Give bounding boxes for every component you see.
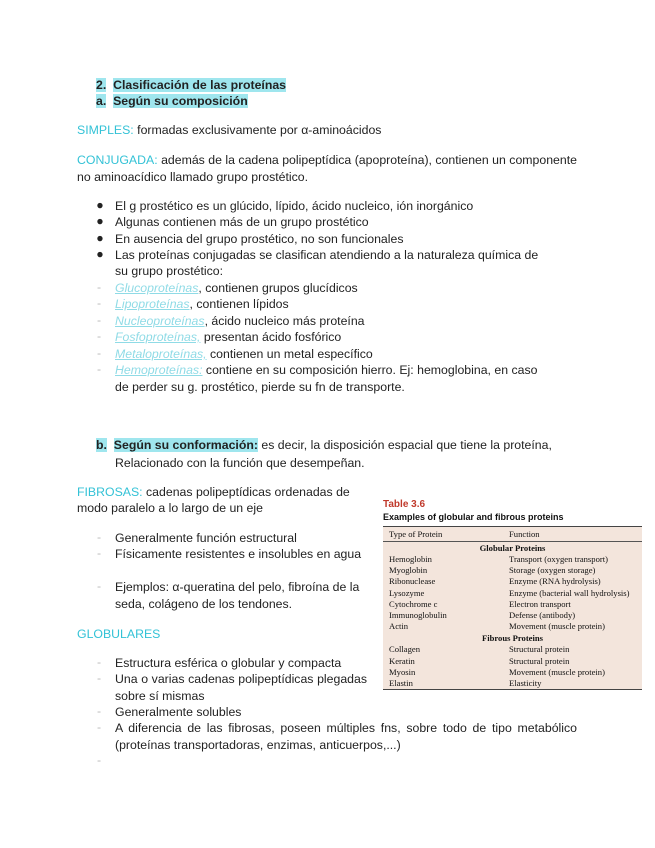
table-cell-function: Defense (antibody) <box>509 609 576 620</box>
table-section-fibrous: Fibrous Proteins <box>481 633 544 644</box>
globulares-item: Estructura esférica o globular y compacta <box>115 656 342 670</box>
fibrosas-cont: modo paralelo a lo largo de un eje <box>77 501 263 515</box>
table-row <box>383 644 642 655</box>
dash-icon: - <box>97 546 102 560</box>
subtype-item <box>115 346 373 362</box>
protein-table-figure <box>383 499 642 690</box>
simples-label: SIMPLES: <box>77 123 134 137</box>
table-cell-type: Actin <box>389 621 409 632</box>
subtype-item <box>115 280 358 296</box>
bullet-icon: ● <box>96 198 104 212</box>
fibrosas-text: cadenas polipeptídicas ordenadas de <box>146 485 350 499</box>
table-row <box>383 576 642 587</box>
table-cell-function: Electron transport <box>509 598 571 609</box>
table-cell-type: Cytochrome c <box>389 598 438 609</box>
bullet-item: Las proteínas conjugadas se clasifican atendiendo a la naturaleza química de <box>115 248 539 262</box>
table-cell-function: Enzyme (bacterial wall hydrolysis) <box>509 587 630 598</box>
table-cell-function: Elasticity <box>509 677 542 688</box>
table-cell-type: Immunoglobulin <box>389 609 447 620</box>
subtype-item <box>115 296 289 312</box>
table-cell-type: Elastin <box>389 677 413 688</box>
table-cell-type: Hemoglobin <box>389 554 432 564</box>
dash-icon: - <box>97 296 102 310</box>
dash-icon: - <box>97 704 102 718</box>
table-row <box>383 565 642 576</box>
table-cell-function: Transport (oxygen transport) <box>509 554 608 564</box>
simples-text: formadas exclusivamente por α-aminoácidos <box>137 123 382 137</box>
table-row <box>383 621 642 632</box>
table-row <box>383 678 642 689</box>
fibrosas-label: FIBROSAS: <box>77 485 143 499</box>
dash-icon: - <box>97 313 102 327</box>
simples-paragraph <box>77 122 381 138</box>
dash-icon: - <box>97 346 102 360</box>
conjugada-label: CONJUGADA: <box>77 153 158 167</box>
table-cell-function: Structural protein <box>509 644 570 655</box>
subtype-term[interactable]: Glucoproteínas <box>115 281 199 295</box>
protein-table <box>383 526 642 690</box>
dash-icon: - <box>97 579 102 593</box>
fibrosas-item: Ejemplos: α-queratina del pelo, fibroína de la seda, colágeno de los tendones. <box>115 580 360 611</box>
table-header-type: Type of Protein <box>389 529 443 539</box>
globulares-item: Una o varias cadenas polipeptídicas plegadas sobre sí mismas <box>115 672 367 703</box>
subtype-item <box>115 362 537 378</box>
globulares-label: GLOBULARES <box>77 627 161 641</box>
table-cell-function: Movement (muscle protein) <box>509 621 605 632</box>
dash-icon: - <box>97 530 102 544</box>
table-section-globular: Globular Proteins <box>479 543 546 553</box>
table-row <box>383 588 642 599</box>
table-cell-type: Ribonuclease <box>389 576 436 587</box>
heading-1 <box>96 77 286 93</box>
table-cell-type: Keratin <box>389 655 415 666</box>
fibrosas-item: Generalmente función estructural <box>115 531 297 545</box>
table-cell-type: Myosin <box>389 666 416 677</box>
heading-1-number: 2. <box>96 78 107 92</box>
subtype-text: contiene en su composición hierro. Ej: hemoglobina, en caso <box>202 363 538 377</box>
table-cell-type: Myoglobin <box>389 565 428 576</box>
dash-icon: - <box>97 671 102 685</box>
dash-icon: - <box>97 280 102 294</box>
bullet-icon: ● <box>96 247 104 261</box>
fibrosas-paragraph <box>77 484 350 500</box>
subtype-term[interactable]: Lipoproteínas <box>115 297 190 311</box>
conjugada-paragraph <box>77 152 577 186</box>
table-header-row <box>383 527 642 542</box>
subtype-text: , contienen lípidos <box>189 297 289 311</box>
heading-2-number: a. <box>96 94 107 108</box>
subtype-text: contienen un metal específico <box>206 347 373 361</box>
globulares-item: A diferencia de las fibrosas, poseen múltiples fns, sobre todo de tipo metabólico (proteínas transportadoras, enzimas, anticuerpos,...) <box>115 721 577 752</box>
table-subtitle: Examples of globular and fibrous proteins <box>383 512 564 522</box>
table-cell-function: Storage (oxygen storage) <box>509 565 596 576</box>
table-row <box>383 667 642 678</box>
subtype-item <box>115 313 365 329</box>
dash-icon: - <box>97 655 102 669</box>
dash-icon: - <box>97 329 102 343</box>
section-b-cont: Relacionado con la función que desempeñan. <box>115 456 365 470</box>
table-cell-function: Movement (muscle protein) <box>509 666 605 677</box>
globulares-item: Generalmente solubles <box>115 705 242 719</box>
subtype-term[interactable]: Fosfoproteínas, <box>115 330 201 344</box>
section-b-number: b. <box>96 438 107 452</box>
section-b-heading <box>96 437 552 453</box>
subtype-text: presentan ácido fosfórico <box>200 330 342 344</box>
bullet-icon: ● <box>96 231 104 245</box>
section-b-text: es decir, la disposición espacial que tiene la proteína, <box>257 438 552 452</box>
heading-2 <box>96 93 248 109</box>
subtype-text: , ácido nucleico más proteína <box>204 314 365 328</box>
bullet-item: Algunas contienen más de un grupo prostético <box>115 215 369 229</box>
subtype-text: , contienen grupos glucídicos <box>198 281 358 295</box>
bullet-item: En ausencia del grupo prostético, no son funcionales <box>115 232 404 246</box>
section-b-title: Según su conformación: <box>113 438 258 452</box>
table-row <box>383 656 642 667</box>
heading-2-title: Según su composición <box>113 94 248 108</box>
table-cell-type: Lysozyme <box>389 587 425 598</box>
table-title: Table 3.6 <box>383 499 426 510</box>
subtype-item-cont: de perder su g. prostético, pierde su fn de transporte. <box>115 380 405 394</box>
dash-icon: - <box>97 720 102 734</box>
dash-icon: - <box>97 753 102 767</box>
table-row <box>383 554 642 565</box>
table-row <box>383 599 642 610</box>
table-cell-function: Structural protein <box>509 655 570 666</box>
conjugada-text: además de la cadena polipeptídica (apoproteína), contienen un componente no aminoacídico llamado grupo prostético. <box>77 153 577 184</box>
subtype-item <box>115 329 341 345</box>
dash-icon: - <box>97 362 102 376</box>
bullet-item-cont: su grupo prostético: <box>115 264 224 278</box>
bullet-icon: ● <box>96 214 104 228</box>
subtype-term[interactable]: Hemoproteínas: <box>115 363 203 377</box>
heading-1-title: Clasificación de las proteínas <box>113 78 287 92</box>
table-cell-function: Enzyme (RNA hydrolysis) <box>509 576 601 587</box>
table-header-function: Function <box>509 529 540 539</box>
fibrosas-item: Físicamente resistentes e insolubles en agua <box>115 547 362 561</box>
table-cell-type: Collagen <box>389 644 421 655</box>
table-row <box>383 610 642 621</box>
subtype-term[interactable]: Nucleoproteínas <box>115 314 205 328</box>
bullet-item: El g prostético es un glúcido, lípido, ácido nucleico, ión inorgánico <box>115 199 474 213</box>
subtype-term[interactable]: Metaloproteínas, <box>115 347 207 361</box>
